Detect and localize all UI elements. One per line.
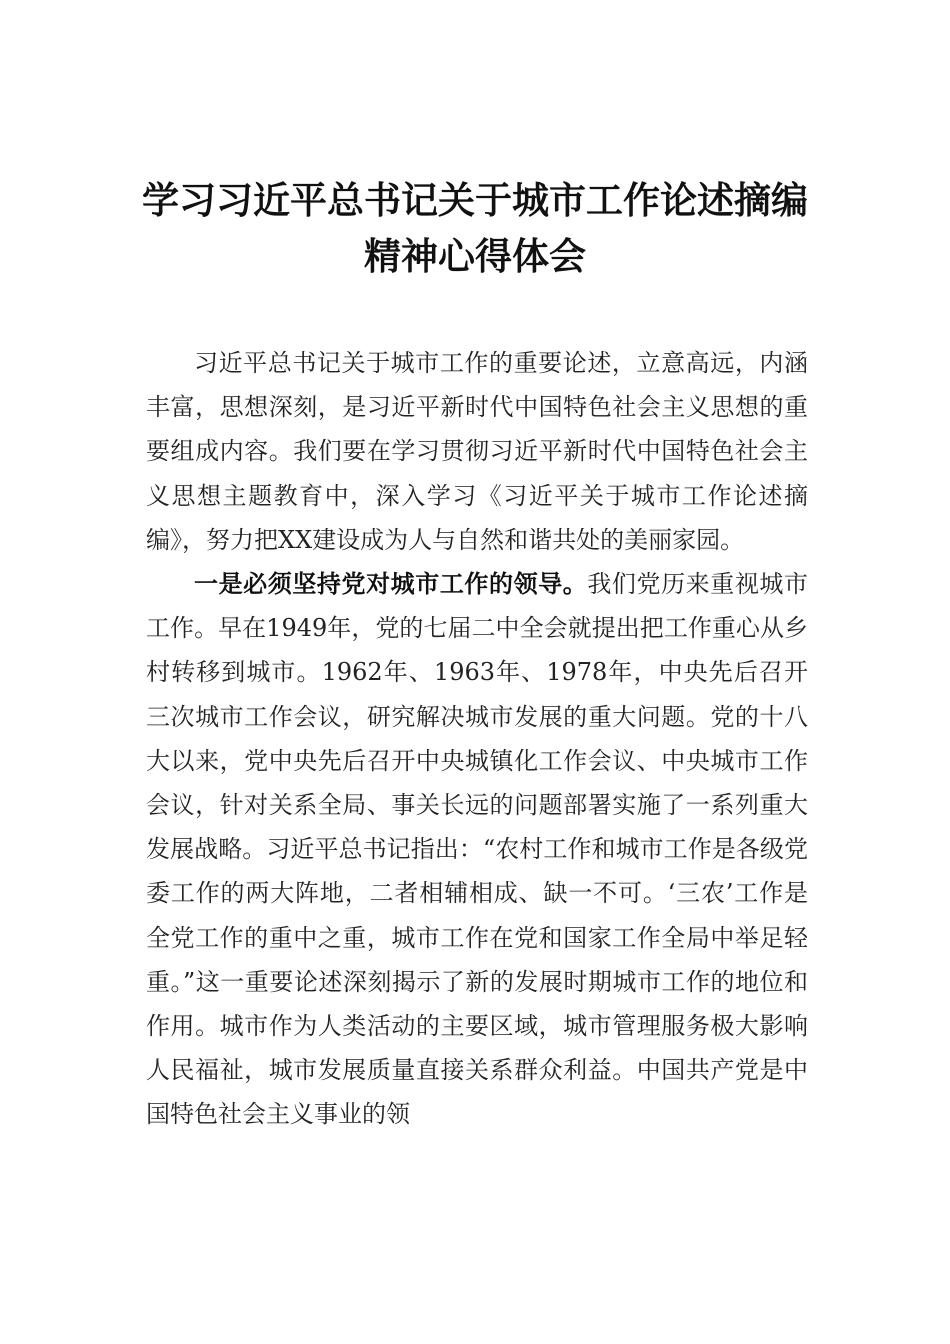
- paragraph-lead-heading: 一是必须坚持党对城市工作的领导。: [194, 569, 588, 599]
- document-title-line-2: 精神心得体会: [364, 234, 586, 278]
- document-title-line-1: 学习习近平总书记关于城市工作论述摘编: [142, 178, 808, 222]
- paragraph-text: 我们党历来重视城市工作。早在1949年，党的七届二中全会就提出把工作重心从乡村转移到城市。1962年、1963年、1978年，中央先后召开三次城市工作会议，研究解决城市发展的重大问题。党的十八大以来，党中央先后召开中央城镇化工作会议、中央城市工作会议，针对关系全局、事关长远的问题部署实施了一系列重大发展战略。习近平总书记指出：“农村工作和城市工作是各级党委工作的两大阵地，二者相辅相成、缺一不可。‘三农’工作是全党工作的重中之重，城市工作在党和国家工作全局中举足轻重。”这一重要论述深刻揭示了新的发展时期城市工作的地位和作用。城市作为人类活动的主要区域，城市管理服务极大影响人民福祉，城市发展质量直接关系群众利益。中国共产党是中国特色社会主义事业的领: [146, 570, 809, 1129]
- paragraph-text: 习近平总书记关于城市工作的重要论述，立意高远，内涵丰富，思想深刻，是习近平新时代中国特色社会主义思想的重要组成内容。我们要在学习贯彻习近平新时代中国特色社会主义思想主题教育中，深入学习《习近平关于城市工作论述摘编》，努力把XX建设成为人与自然和谐共处的美丽家园。: [146, 349, 808, 554]
- paragraph-point-one: [146, 562, 808, 1137]
- paragraph-intro: [146, 341, 808, 562]
- document-body: [146, 341, 808, 1137]
